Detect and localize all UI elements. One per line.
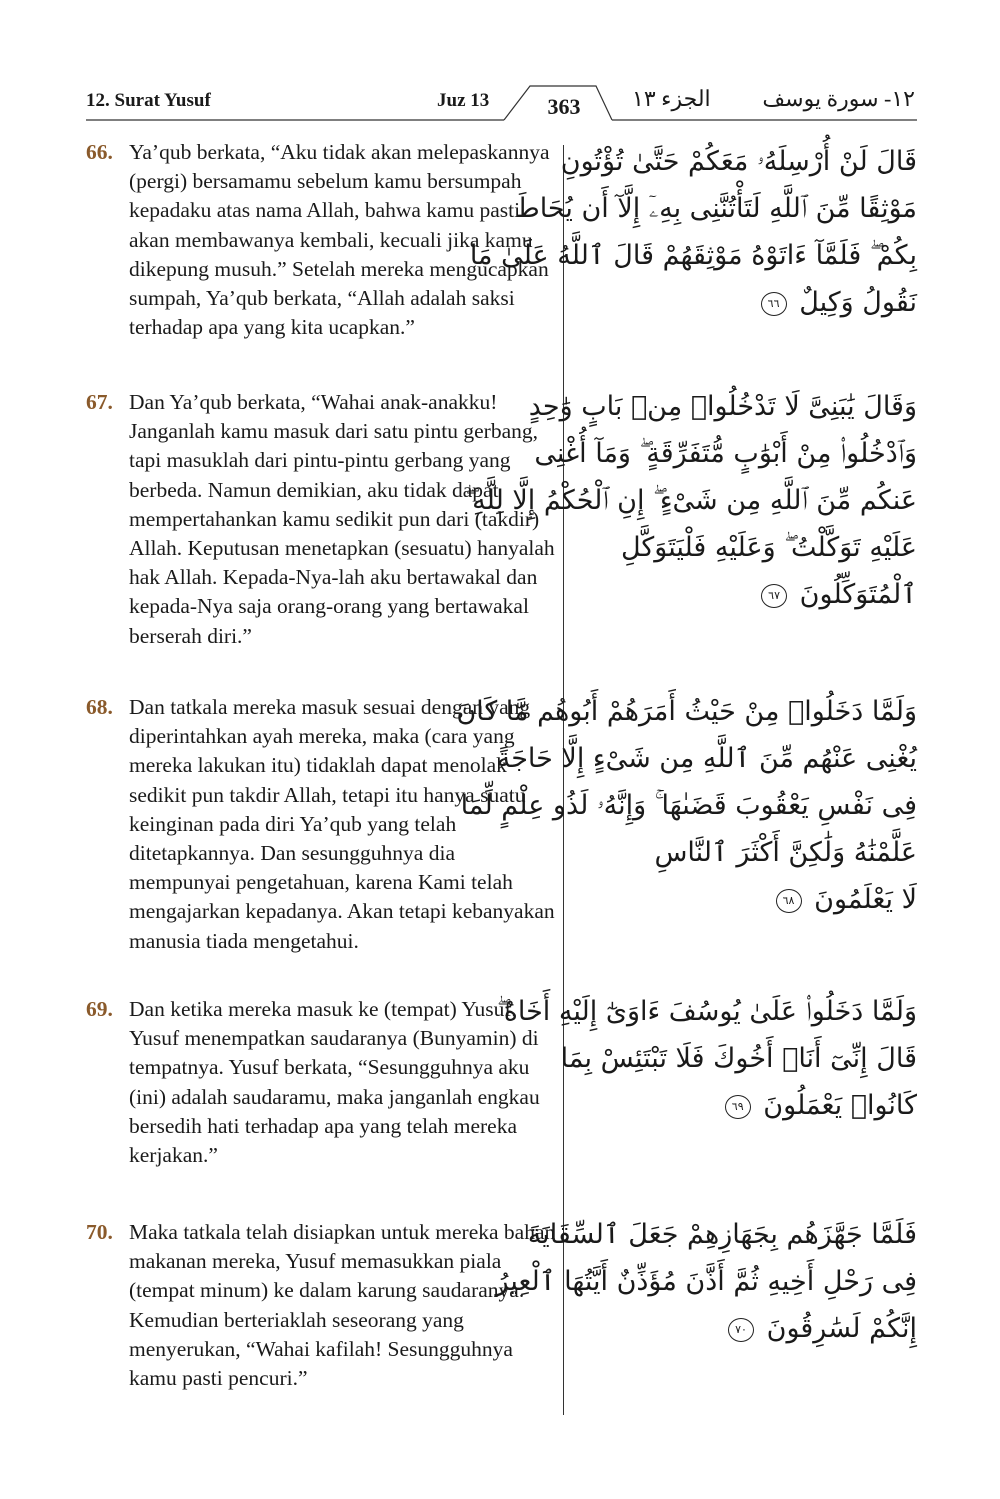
ayah-end-marker: ٦٦: [761, 292, 787, 316]
verse-number: 69.: [86, 997, 113, 1021]
arabic-line-text: ٱلْمُتَوَكِّلُونَ: [799, 579, 917, 610]
verse-69-arabic: [496, 988, 917, 1129]
arabic-line: يُغْنِى عَنْهُم مِّنَ ٱللَّهِ مِن شَىْءٍ إِلَّا حَاجَةً: [496, 743, 917, 774]
arabic-line-text: كَانُوا۟ يَعْمَلُونَ: [763, 1090, 917, 1121]
arabic-line: [585, 1082, 917, 1129]
page-number: 363: [547, 94, 581, 119]
verse-number: 68.: [86, 695, 113, 719]
surah-title-latin: 12. Surat Yusuf: [86, 90, 211, 111]
arabic-line: [585, 571, 917, 618]
juz-label-latin: Juz 13: [437, 90, 490, 111]
arabic-line: مَوْثِقًا مِّنَ ٱللَّهِ لَتَأْتُنَّنِى بِهِۦٓ إِلَّآ أَن يُحَاطَ: [514, 193, 917, 224]
verse-70-translation: [86, 1218, 556, 1393]
arabic-line-text: لَا يَعْلَمُونَ: [814, 884, 917, 915]
arabic-line: وَقَالَ يَٰبَنِىَّ لَا تَدْخُلُوا۟ مِنۢ بَابٍ وَٰحِدٍ: [528, 391, 917, 422]
arabic-line: وَلَمَّا دَخَلُوا۟ مِنْ حَيْثُ أَمَرَهُمْ أَبُوهُم مَّا كَانَ: [456, 696, 917, 727]
arabic-line: قَالَ إِنِّىٓ أَنَا۠ أَخُوكَ فَلَا تَبْتَئِسْ بِمَا: [560, 1043, 917, 1074]
ayah-end-marker: ٧٠: [728, 1318, 754, 1342]
verse-text: Dan tatkala mereka masuk sesuai dengan yang diperintahkan ayah mereka, maka (cara yang mereka lakukan itu) tidaklah dapat menolak sedikit pun takdir Allah, tetapi itu hanya suatu keinginan pada diri Ya’qub yang telah ditetapkannya. Dan sesungguhnya dia mempunyai pengetahuan, karena Kami telah mengajarkan kepadanya. Akan tetapi kebanyakan manusia tiada mengetahui.: [129, 695, 555, 953]
verse-number: 66.: [86, 140, 113, 164]
arabic-line: عَلَيْهِ تَوَكَّلْتُ ۖ وَعَلَيْهِ فَلْيَتَوَكَّلِ: [620, 532, 917, 563]
arabic-line: وَلَمَّا دَخَلُوا۟ عَلَىٰ يُوسُفَ ءَاوَىٰٓ إِلَيْهِ أَخَاهُ ۖ: [496, 996, 917, 1027]
verse-text: Ya’qub berkata, “Aku tidak akan melepaskannya (pergi) bersamamu sebelum kamu bersumpah kepadaku atas nama Allah, bahwa kamu pasti akan membawanya kembali, kecuali jika kamu dikepung musuh.” Setelah mereka mengucapkan sumpah, Ya’qub berkata, “Allah adalah saksi terhadap apa yang kita ucapkan.”: [129, 140, 550, 340]
arabic-line: عَلَّمْنَٰهُ وَلَٰكِنَّ أَكْثَرَ ٱلنَّاسِ: [654, 837, 917, 868]
arabic-line: قَالَ لَنْ أُرْسِلَهُۥ مَعَكُمْ حَتَّىٰ تُؤْتُونِ: [560, 146, 917, 177]
arabic-line: فَلَمَّا جَهَّزَهُم بِجَهَازِهِمْ جَعَلَ ٱلسِّقَايَةَ: [527, 1219, 917, 1250]
verse-66-arabic: [469, 138, 917, 326]
arabic-line: [585, 1305, 917, 1352]
arabic-line-text: نَقُولُ وَكِيلٌ: [799, 287, 917, 318]
verse-number: 67.: [86, 390, 113, 414]
arabic-line: عَنكُم مِّنَ ٱللَّهِ مِن شَىْءٍ ۖ إِنِ ٱلْحُكْمُ إِلَّا لِلَّهِ ۖ: [465, 485, 917, 516]
verse-68-arabic: [456, 688, 917, 923]
verse-number: 70.: [86, 1220, 113, 1244]
verse-text: Dan Ya’qub berkata, “Wahai anak-anakku! Janganlah kamu masuk dari satu pintu gerbang, tapi masuklah dari pintu-pintu gerbang yang berbeda. Namun demikian, aku tidak dapat mempertahankan kamu sedikit pun dari (takdir) Allah. Keputusan menetapkan (sesuatu) hanyalah hak Allah. Kepada-Nya-lah aku bertawakal dan kepada-Nya saja orang-orang yang bertawakal berserah diri.”: [129, 390, 555, 648]
arabic-line-text: إِنَّكُمْ لَسَٰرِقُونَ: [766, 1313, 917, 1344]
ayah-end-marker: ٦٨: [776, 889, 802, 913]
arabic-line: فِى رَحْلِ أَخِيهِ ثُمَّ أَذَّنَ مُؤَذِّنٌ أَيَّتُهَا ٱلْعِيرُ: [495, 1266, 917, 1297]
ayah-end-marker: ٦٩: [725, 1095, 751, 1119]
verse-70-arabic: [495, 1211, 917, 1352]
verse-text: Maka tatkala telah disiapkan untuk mereka bahan makanan mereka, Yusuf memasukkan piala (tempat minum) ke dalam karung saudaranya. Kemudian berteriaklah seseorang yang menyerukan, “Wahai kafilah! Sesungguhnya kamu pasti pencuri.”: [129, 1220, 556, 1391]
surah-title-arabic: ١٢- سورة يوسف: [762, 86, 915, 111]
verse-text: Dan ketika mereka masuk ke (tempat) Yusuf, Yusuf menempatkan saudaranya (Bunyamin) di tempatnya. Yusuf berkata, “Sesungguhnya aku (ini) adalah saudaramu, maka janganlah engkau bersedih hati terhadap apa yang telah mereka kerjakan.”: [129, 997, 540, 1168]
arabic-line: [585, 876, 917, 923]
page-header: [0, 0, 1000, 130]
arabic-line: بِكُمْ ۖ فَلَمَّآ ءَاتَوْهُ مَوْثِقَهُمْ قَالَ ٱللَّهُ عَلَىٰ مَا: [469, 240, 917, 271]
ayah-end-marker: ٦٧: [761, 584, 787, 608]
arabic-line: [585, 279, 917, 326]
arabic-line: وَٱدْخُلُوا۟ مِنْ أَبْوَٰبٍ مُّتَفَرِّقَةٍ ۖ وَمَآ أُغْنِى: [534, 438, 917, 469]
verse-69-translation: [86, 995, 556, 1170]
verse-67-arabic: [465, 383, 917, 618]
arabic-line: فِى نَفْسِ يَعْقُوبَ قَضَىٰهَا ۚ وَإِنَّهُۥ لَذُو عِلْمٍ لِّمَا: [460, 790, 917, 821]
juz-label-arabic: الجزء ١٣: [632, 86, 711, 111]
